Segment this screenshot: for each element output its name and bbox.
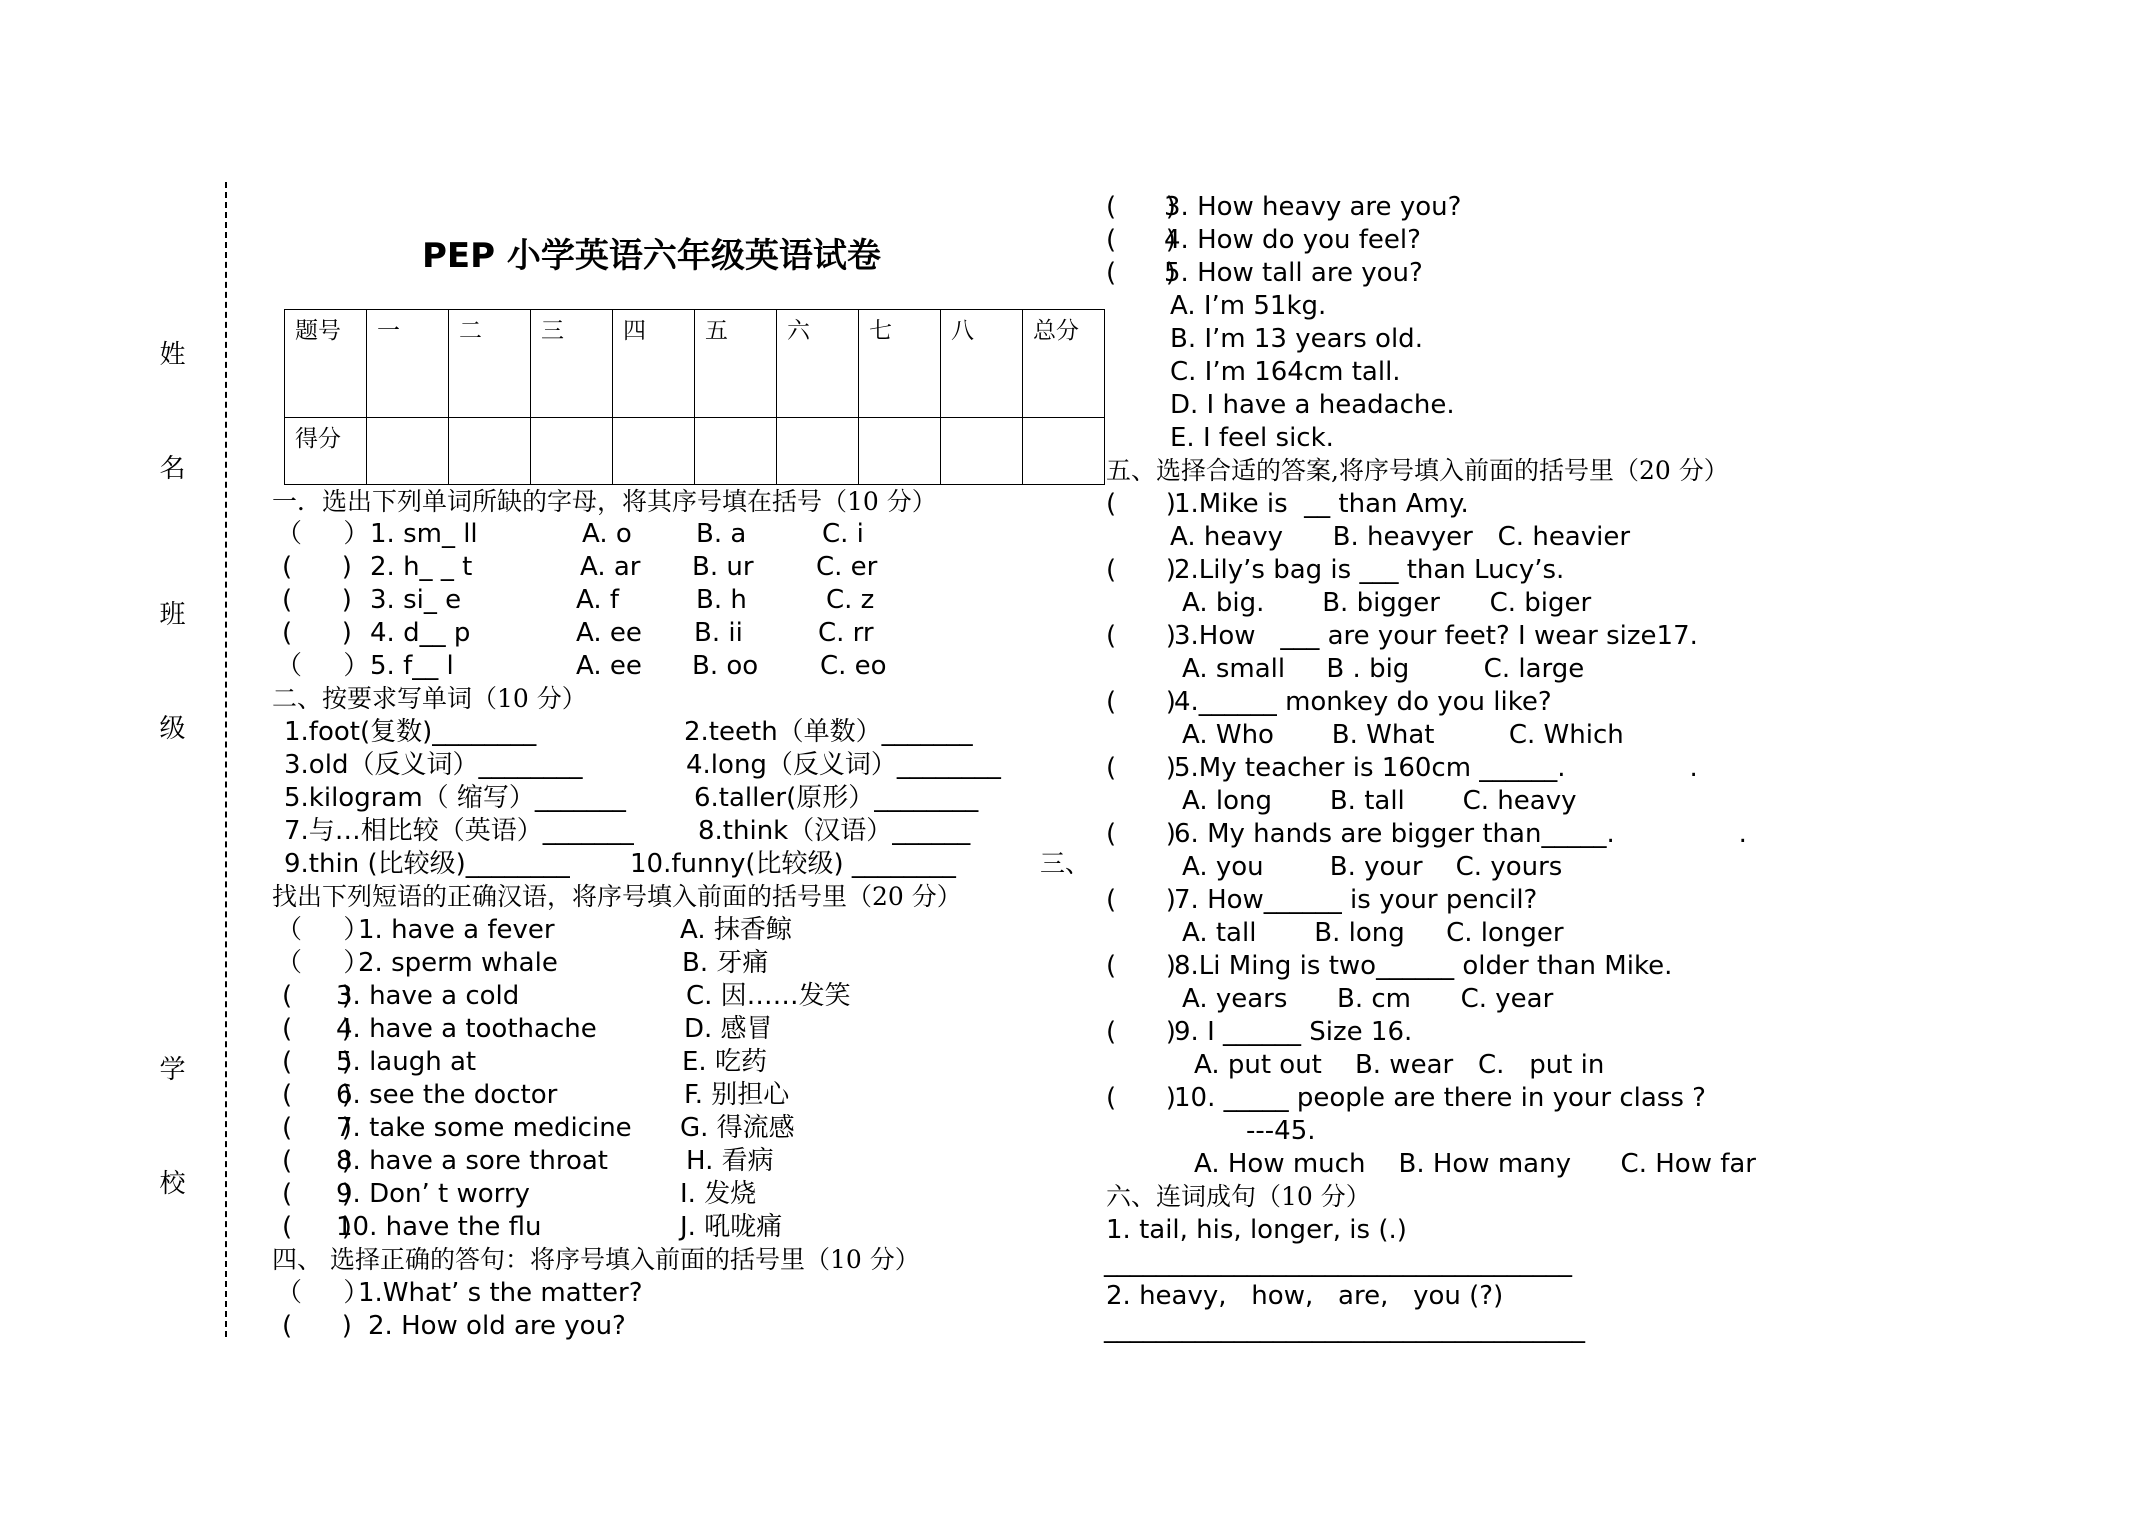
side-label-name: 姓 名 — [155, 340, 185, 521]
answer-paren[interactable]: ( ) — [1106, 621, 1176, 651]
word-task[interactable]: 8.think（汉语）______ — [698, 816, 971, 846]
section6-heading: 六、连词成句（10 分） — [1106, 1182, 1371, 1211]
answer-paren[interactable]: （ ） — [276, 915, 370, 945]
option-c: C. i — [822, 519, 864, 549]
score-cell[interactable] — [449, 418, 531, 485]
answer-paren[interactable]: ( ) — [1106, 753, 1176, 783]
answer-paren[interactable]: ( ) — [282, 981, 352, 1011]
phrase: 4. have a toothache — [336, 1014, 597, 1044]
phrase: 8. have a sore throat — [336, 1146, 608, 1176]
score-col-total: 总分 — [1023, 310, 1105, 418]
score-cell[interactable] — [367, 418, 449, 485]
option-c: C. er — [816, 552, 878, 582]
translation: I. 发烧 — [680, 1179, 757, 1209]
translation: G. 得流感 — [680, 1113, 795, 1143]
score-cell[interactable] — [941, 418, 1023, 485]
options: A. Who B. What C. Which — [1182, 720, 1624, 750]
options: A. How much B. How many C. How far — [1194, 1149, 1756, 1179]
answer-paren[interactable]: ( ) — [1106, 192, 1176, 222]
phrase: 5. laugh at — [336, 1047, 477, 1077]
word-task[interactable]: 2.teeth（单数）_______ — [684, 717, 973, 747]
word-task[interactable]: 5.kilogram（ 缩写）_______ — [284, 783, 626, 813]
phrase: 10. have the flu — [336, 1212, 542, 1242]
side-label-school: 学 校 — [155, 1055, 185, 1236]
answer-paren[interactable]: ( ) — [282, 552, 352, 582]
answer-option: C. I’m 164cm tall. — [1170, 357, 1401, 387]
binding-dashed-line — [225, 182, 227, 1337]
score-cell[interactable] — [859, 418, 941, 485]
item-word: 3. si_ e — [370, 585, 462, 615]
answer-line[interactable]: ____________________________________ — [1104, 1248, 1572, 1278]
options: A. years B. cm C. year — [1182, 984, 1554, 1014]
score-col: 三 — [531, 310, 613, 418]
word-task[interactable]: 1.foot(复数)________ — [284, 717, 537, 747]
item-word: 4. d__ p — [370, 618, 471, 648]
answer-paren[interactable]: （ ） — [276, 948, 370, 978]
page-title: PEP 小学英语六年级英语试卷 — [422, 236, 881, 276]
answer-paren[interactable]: （ ） — [276, 651, 370, 681]
answer-paren[interactable]: ( ) — [1106, 1083, 1176, 1113]
answer-paren[interactable]: ( ) — [282, 1080, 352, 1110]
answer-paren[interactable]: ( ) — [282, 1179, 352, 1209]
section3-number: 三、 — [1040, 849, 1091, 878]
translation: H. 看病 — [686, 1146, 774, 1176]
translation: C. 因……发笑 — [686, 981, 851, 1011]
sentence-words: 2. heavy, how, are, you (?) — [1106, 1281, 1504, 1311]
score-col: 四 — [613, 310, 695, 418]
section5-heading: 五、选择合适的答案,将序号填入前面的括号里（20 分） — [1106, 456, 1729, 485]
option-a: A. ar — [580, 552, 641, 582]
answer-option: A. I’m 51kg. — [1170, 291, 1327, 321]
score-col: 六 — [777, 310, 859, 418]
q10-answer-count: ---45. — [1246, 1116, 1316, 1146]
answer-paren[interactable]: ( ) — [282, 1212, 352, 1242]
answer-paren[interactable]: ( ) — [282, 1146, 352, 1176]
question: 7. How______ is your pencil? — [1174, 885, 1538, 915]
score-col: 七 — [859, 310, 941, 418]
question: 9. I ______ Size 16. — [1174, 1017, 1413, 1047]
answer-paren[interactable]: ( ) — [1106, 951, 1176, 981]
answer-paren[interactable]: ( ) — [282, 618, 352, 648]
phrase: 7. take some medicine — [336, 1113, 632, 1143]
options: A. heavy B. heavyer C. heavier — [1170, 522, 1631, 552]
options: A. big. B. bigger C. biger — [1182, 588, 1592, 618]
answer-paren[interactable]: ( ) — [1106, 819, 1176, 849]
option-a: A. o — [582, 519, 632, 549]
question: 4.______ monkey do you like? — [1174, 687, 1552, 717]
option-c: C. eo — [820, 651, 887, 681]
answer-paren[interactable]: ( ) — [282, 1047, 352, 1077]
question: 5.My teacher is 160cm ______. . — [1174, 753, 1698, 783]
option-a: A. ee — [576, 618, 642, 648]
question: 2. How old are you? — [368, 1311, 626, 1341]
side-label-class: 班 级 — [155, 600, 185, 781]
option-a: A. ee — [576, 651, 642, 681]
phrase: 2. sperm whale — [358, 948, 558, 978]
item-word: 1. sm_ ll — [370, 519, 478, 549]
options: A. small B . big C. large — [1182, 654, 1585, 684]
question: 10. _____ people are there in your class ? — [1174, 1083, 1706, 1113]
item-word: 5. f__ l — [370, 651, 454, 681]
score-cell[interactable] — [777, 418, 859, 485]
score-cell[interactable] — [531, 418, 613, 485]
option-b: B. ii — [694, 618, 743, 648]
section4-heading: 四、 选择正确的答句：将序号填入前面的括号里（10 分） — [272, 1245, 920, 1274]
question: 8.Li Ming is two______ older than Mike. — [1174, 951, 1673, 981]
answer-line[interactable]: _____________________________________ — [1104, 1314, 1585, 1344]
score-col: 二 — [449, 310, 531, 418]
option-b: B. ur — [692, 552, 754, 582]
answer-paren[interactable]: ( ) — [1106, 1017, 1176, 1047]
score-cell[interactable] — [695, 418, 777, 485]
item-word: 2. h_ _ t — [370, 552, 473, 582]
option-b: B. oo — [692, 651, 759, 681]
word-task[interactable]: 10.funny(比较级) ________ — [630, 849, 956, 879]
option-a: A. f — [576, 585, 620, 615]
score-cell[interactable] — [1023, 418, 1105, 485]
options: A. you B. your C. yours — [1182, 852, 1563, 882]
score-cell[interactable] — [613, 418, 695, 485]
translation: B. 牙痛 — [682, 948, 769, 978]
section3-heading: 找出下列短语的正确汉语，将序号填入前面的括号里（20 分） — [272, 882, 962, 911]
translation: J. 吼咙痛 — [680, 1212, 783, 1242]
question: 4. How do you feel? — [1164, 225, 1421, 255]
translation: F. 别担心 — [684, 1080, 790, 1110]
answer-paren[interactable]: （ ） — [276, 1278, 370, 1308]
phrase: 1. have a fever — [358, 915, 555, 945]
options: A. long B. tall C. heavy — [1182, 786, 1577, 816]
question: 1.What’ s the matter? — [358, 1278, 643, 1308]
answer-paren[interactable]: ( ) — [1106, 885, 1176, 915]
translation: D. 感冒 — [684, 1014, 773, 1044]
answer-paren[interactable]: ( ) — [1106, 489, 1176, 519]
answer-paren[interactable]: ( ) — [1106, 258, 1176, 288]
section2-heading: 二、按要求写单词（10 分） — [272, 684, 587, 713]
word-task[interactable]: 9.thin (比较级)________ — [284, 849, 570, 879]
option-c: C. rr — [818, 618, 874, 648]
phrase: 6. see the doctor — [336, 1080, 558, 1110]
translation: E. 吃药 — [682, 1047, 767, 1077]
question: 3.How ___ are your feet? I wear size17. — [1174, 621, 1698, 651]
answer-paren[interactable]: ( ) — [282, 1113, 352, 1143]
word-task[interactable]: 4.long（反义词）________ — [686, 750, 1001, 780]
answer-paren[interactable]: ( ) — [282, 1311, 352, 1341]
answer-paren[interactable]: ( ) — [282, 1014, 352, 1044]
option-c: C. z — [826, 585, 875, 615]
answer-option: D. I have a headache. — [1170, 390, 1455, 420]
score-col: 一 — [367, 310, 449, 418]
phrase: 3. have a cold — [336, 981, 520, 1011]
phrase: 9. Don’ t worry — [336, 1179, 530, 1209]
question: 6. My hands are bigger than_____. . — [1174, 819, 1747, 849]
answer-paren[interactable]: ( ) — [1106, 225, 1176, 255]
score-col: 五 — [695, 310, 777, 418]
options: A. put out B. wear C. put in — [1194, 1050, 1605, 1080]
score-table — [284, 309, 1105, 485]
answer-paren[interactable]: ( ) — [1106, 687, 1176, 717]
score-row-label: 得分 — [285, 418, 367, 485]
option-b: B. h — [696, 585, 747, 615]
answer-option: B. I’m 13 years old. — [1170, 324, 1423, 354]
question: 5. How tall are you? — [1164, 258, 1423, 288]
options: A. tall B. long C. longer — [1182, 918, 1564, 948]
score-col: 八 — [941, 310, 1023, 418]
option-b: B. a — [696, 519, 747, 549]
word-task[interactable]: 6.taller(原形）________ — [694, 783, 979, 813]
question: 2.Lily’s bag is ___ than Lucy’s. — [1174, 555, 1565, 585]
answer-paren[interactable]: （ ） — [276, 519, 370, 549]
translation: A. 抹香鲸 — [680, 915, 792, 945]
question: 1.Mike is __ than Amy. — [1174, 489, 1469, 519]
word-task[interactable]: 3.old（反义词）________ — [284, 750, 583, 780]
word-task[interactable]: 7.与…相比较（英语）_______ — [284, 816, 634, 846]
answer-paren[interactable]: ( ) — [1106, 555, 1176, 585]
sentence-words: 1. tail, his, longer, is (.) — [1106, 1215, 1407, 1245]
question: 3. How heavy are you? — [1164, 192, 1462, 222]
score-header-label: 题号 — [285, 310, 367, 418]
section1-heading: 一．选出下列单词所缺的字母，将其序号填在括号（10 分） — [272, 487, 937, 516]
answer-paren[interactable]: ( ) — [282, 585, 352, 615]
answer-option: E. I feel sick. — [1170, 423, 1334, 453]
